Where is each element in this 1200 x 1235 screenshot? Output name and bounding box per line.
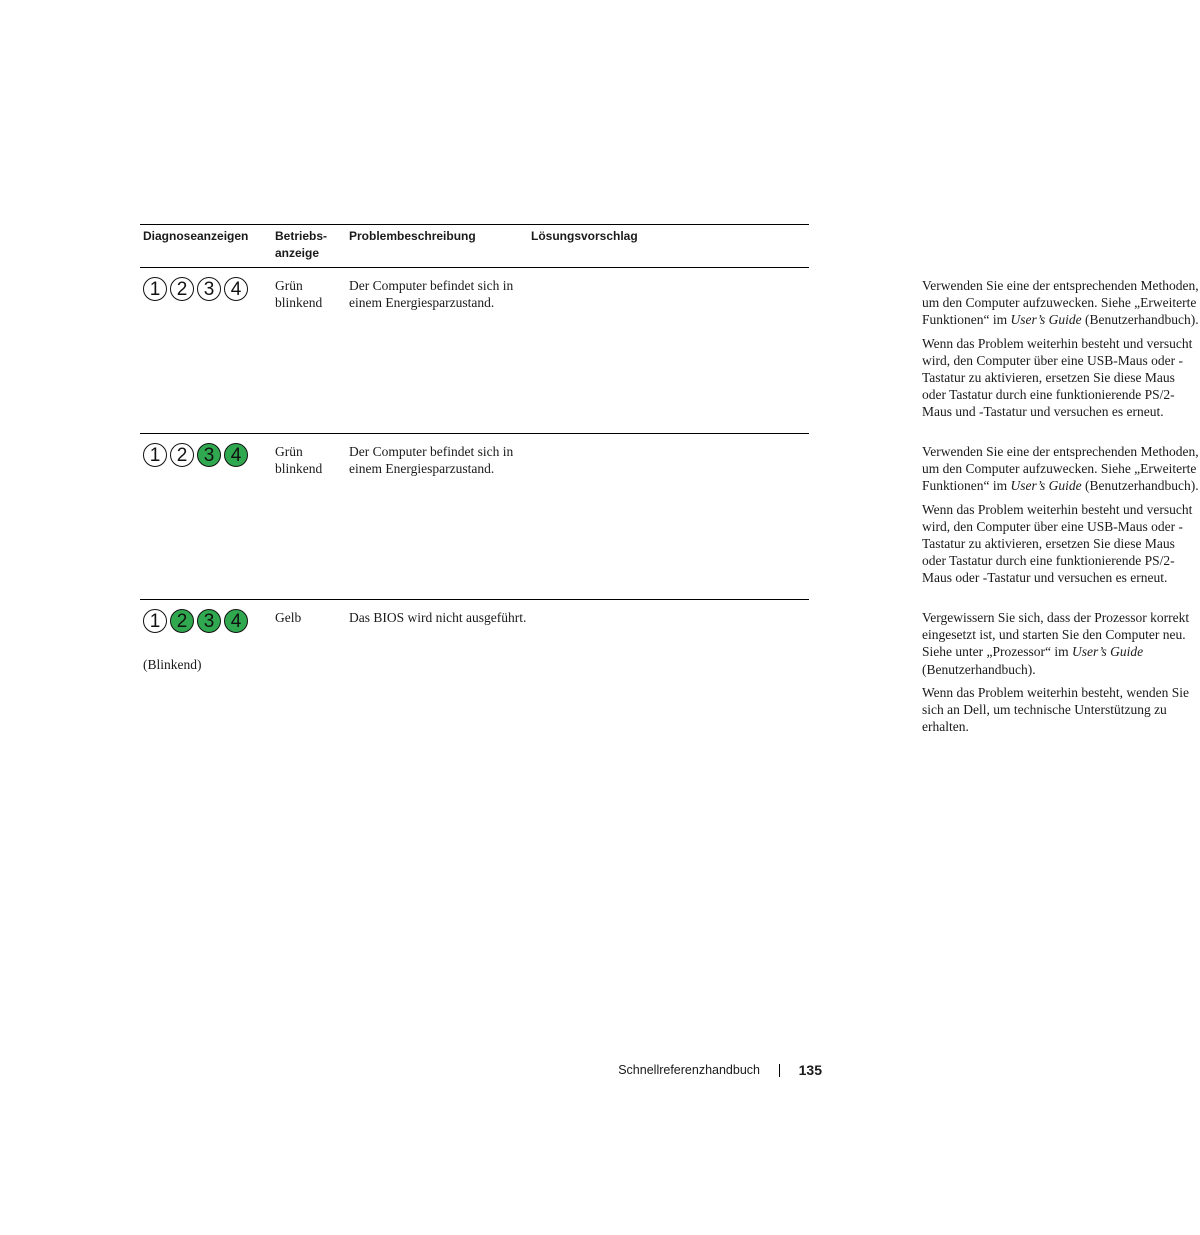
footer-title: Schnellreferenzhandbuch [618,1063,760,1077]
diagnostic-led-icon: 1 [143,609,167,633]
suggested-solution-cell [922,600,1200,747]
diagnostic-led-icon: 3 [197,443,221,467]
diagnostic-lights-cell [143,609,269,673]
diagnostic-led-icon: 4 [224,277,248,301]
table-row [140,268,1199,434]
diagnostic-led-icon: 1 [143,443,167,467]
solution-paragraph: Wenn das Problem weiterhin besteht, wenden Sie sich an Dell, um technische Unterstützung zu erhalten. [922,684,1189,735]
table-row [140,600,1190,747]
header-problem-description: Problembeschreibung [349,229,476,243]
header-power-light: Betriebs- anzeige [275,229,328,260]
solution-paragraph: Wenn das Problem weiterhin besteht und versucht wird, den Computer über eine USB-Maus oder -Tastatur zu aktivieren, ersetzen Sie diese Maus oder Tastatur durch eine funktionierende PS/2-Maus und -Tastatur und versuchen es erneut. [922,335,1193,420]
suggested-solution-cell [922,268,1200,433]
diagnostic-led-icon: 3 [197,609,221,633]
diagnostic-led-icon: 2 [170,443,194,467]
footer-divider [779,1064,780,1077]
solution-paragraph: Verwenden Sie eine der entsprechenden Methoden, um den Computer aufzuwecken. Siehe „Erweiterte Funktionen“ im User’s Guide (Benutzerhandbuch). [922,278,1199,328]
diagnostic-led-icon: 1 [143,277,167,301]
diagnostic-led-icon: 4 [224,443,248,467]
problem-description-cell: Der Computer befindet sich in einem Energiesparzustand. [349,278,514,311]
diagnostic-leds [143,277,269,301]
solution-paragraph: Vergewissern Sie sich, dass der Prozessor korrekt eingesetzt ist, und starten Sie den Computer neu. Siehe unter „Prozessor“ im User’s Guide (Benutzerhandbuch). [922,610,1190,677]
problem-description-cell: Das BIOS wird nicht ausgeführt. [349,610,527,625]
diagnostic-leds [143,609,269,633]
blinking-note: (Blinkend) [143,657,202,672]
solution-paragraph: Verwenden Sie eine der entsprechenden Methoden, um den Computer aufzuwecken. Siehe „Erweiterte Funktionen“ im User’s Guide (Benutzerhandbuch). [922,444,1199,494]
diagnostic-lights-cell [143,277,269,301]
header-diagnostic-lights: Diagnoseanzeigen [143,229,249,243]
diagnostic-lights-cell [143,443,269,467]
diagnostic-led-icon: 2 [170,609,194,633]
power-light-cell: Grün blinkend [275,278,323,311]
problem-description-cell: Der Computer befindet sich in einem Energiesparzustand. [349,444,514,477]
diagnostic-leds [143,443,269,467]
diagnostic-led-icon: 4 [224,609,248,633]
solution-paragraph: Wenn das Problem weiterhin besteht und versucht wird, den Computer über eine USB-Maus oder -Tastatur zu aktivieren, ersetzen Sie diese Maus oder Tastatur durch eine funktionierende PS/2-Maus oder -Tastatur und versuchen es erneut. [922,501,1193,586]
suggested-solution-cell [922,434,1200,599]
table-header [140,225,809,268]
diagnostic-table [140,224,1199,747]
header-suggested-solution: Lösungsvorschlag [531,229,638,243]
diagnostic-led-icon: 3 [197,277,221,301]
page-number: 135 [798,1062,822,1078]
diagnostic-led-icon: 2 [170,277,194,301]
page-footer [560,1061,822,1081]
table-row [140,434,1199,600]
power-light-cell: Grün blinkend [275,444,323,477]
power-light-cell: Gelb [275,610,302,625]
